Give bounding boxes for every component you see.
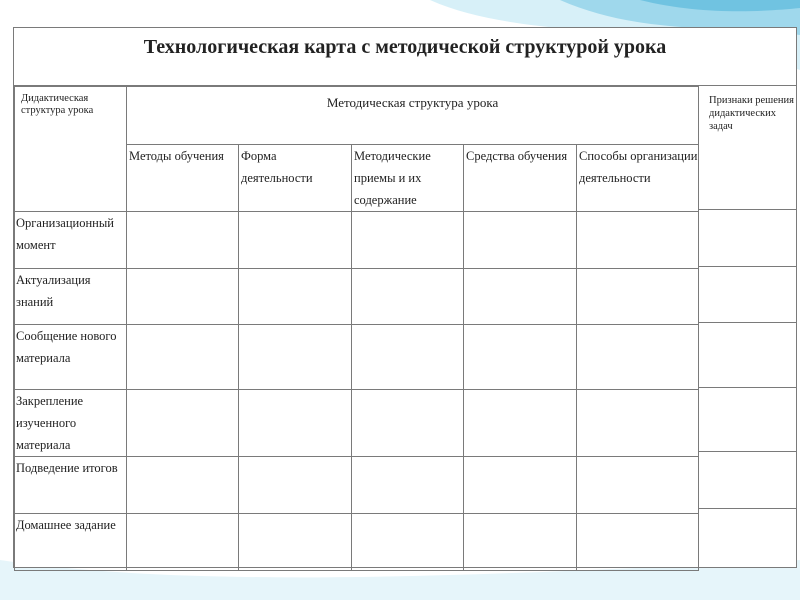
table-cell[interactable] xyxy=(127,514,239,571)
table-cell[interactable] xyxy=(352,325,464,390)
table-cell[interactable] xyxy=(464,457,577,514)
table-cell[interactable] xyxy=(239,325,352,390)
header-didactic-signs: Признаки решения дидактических задач xyxy=(709,95,794,132)
table-cell[interactable] xyxy=(239,514,352,571)
table-cell[interactable] xyxy=(464,390,577,457)
row-label-organizational: Организационный момент xyxy=(15,212,127,269)
row-label-homework: Домашнее задание xyxy=(15,514,127,571)
row-label-knowledge-update: Актуализация знаний xyxy=(15,269,127,325)
table-cell[interactable] xyxy=(127,325,239,390)
table-cell[interactable] xyxy=(352,212,464,269)
table-cell[interactable] xyxy=(577,514,699,571)
table-cell[interactable] xyxy=(127,269,239,325)
row-label-consolidation: Закрепление изученного материала xyxy=(15,390,127,457)
table-cell[interactable] xyxy=(577,390,699,457)
page-title: Технологическая карта с методической структурой урока xyxy=(14,28,796,86)
table-cell[interactable] xyxy=(577,325,699,390)
table-cell[interactable] xyxy=(577,269,699,325)
table-cell[interactable] xyxy=(464,514,577,571)
table-cell[interactable] xyxy=(464,269,577,325)
table-cell[interactable] xyxy=(464,325,577,390)
table-cell[interactable] xyxy=(239,269,352,325)
table-cell[interactable] xyxy=(127,212,239,269)
signs-column xyxy=(698,86,796,567)
table-cell[interactable] xyxy=(577,457,699,514)
table-cell[interactable] xyxy=(127,390,239,457)
table-cell[interactable] xyxy=(352,457,464,514)
header-organization-methods: Способы организации деятельности xyxy=(577,145,699,212)
table-cell[interactable] xyxy=(577,212,699,269)
header-teaching-tools: Средства обучения xyxy=(464,145,577,212)
table-cell[interactable] xyxy=(127,457,239,514)
header-methodical-structure: Методическая структура урока xyxy=(127,87,699,145)
header-activity-form: Форма деятельности xyxy=(239,145,352,212)
lesson-plan-table xyxy=(13,27,797,568)
table-cell[interactable] xyxy=(352,269,464,325)
table-cell[interactable] xyxy=(239,390,352,457)
methodical-structure-grid xyxy=(14,86,699,571)
table-cell[interactable] xyxy=(239,457,352,514)
row-label-summary: Подведение итогов xyxy=(15,457,127,514)
row-label-new-material: Сообщение нового материала xyxy=(15,325,127,390)
table-cell[interactable] xyxy=(464,212,577,269)
table-cell[interactable] xyxy=(239,212,352,269)
header-teaching-methods: Методы обучения xyxy=(127,145,239,212)
table-cell[interactable] xyxy=(352,514,464,571)
header-methodical-techniques: Методические приемы и их содержание xyxy=(352,145,464,212)
table-cell[interactable] xyxy=(352,390,464,457)
header-didactic-structure: Дидактическая структура урока xyxy=(15,87,127,212)
